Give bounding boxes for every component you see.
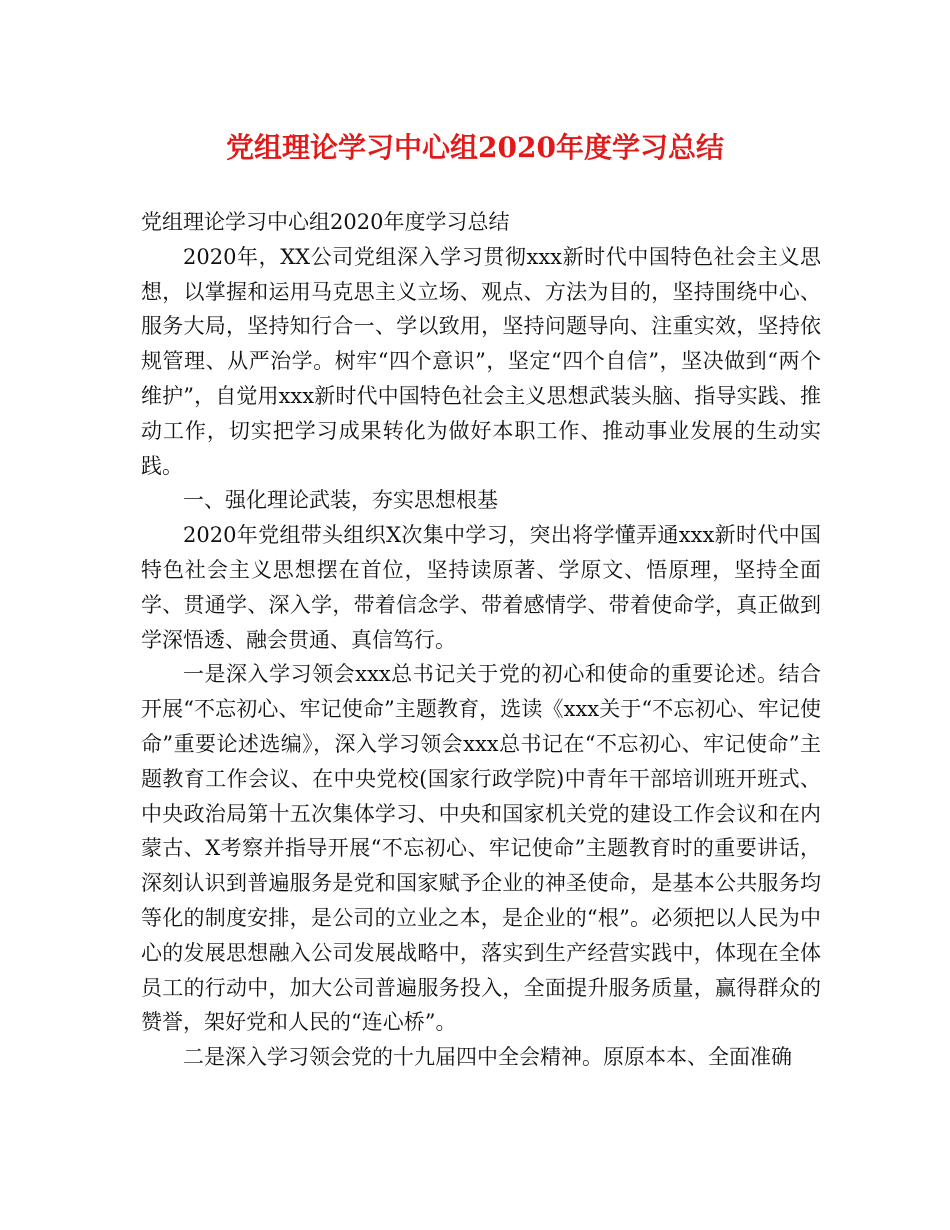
paragraph-point-one: 一是深入学习领会xxx总书记关于党的初心和使命的重要论述。结合开展“不忘初心、牢记使命”主题教育，选读《xxx关于“不忘初心、牢记使命”重要论述选编》，深入学习领会xxx总书记在“不忘初心、牢记使命”主题教育工作会议、在中央党校(国家行政学院)中青年干部培训班开班式、中央政治局第十五次集体学习、中央和国家机关党的建设工作会议和在内蒙古、X考察并指导开展“不忘初心、牢记使命”主题教育时的重要讲话，深刻认识到普遍服务是党和国家赋予企业的神圣使命，是基本公共服务均等化的制度安排，是公司的立业之本，是企业的“根”。必须把以人民为中心的发展思想融入公司发展战略中，落实到生产经营实践中，体现在全体员工的行动中，加大公司普遍服务投入，全面提升服务质量，赢得群众的赞誉，架好党和人民的“连心桥”。 [141, 662, 821, 1035]
paragraph-intro: 2020年，XX公司党组深入学习贯彻xxx新时代中国特色社会主义思想，以掌握和运用马克思主义立场、观点、方法为目的，坚持围绕中心、服务大局，坚持知行合一、学以致用，坚持问题导向、注重实效，坚持依规管理、从严治学。树牢“四个意识”，坚定“四个自信”，坚决做到“两个维护”，自觉用xxx新时代中国特色社会主义思想武装头脑、指导实践、推动工作，切实把学习成果转化为做好本职工作、推动事业发展的生动实践。 [141, 244, 821, 478]
paragraph-study-overview: 2020年党组带头组织X次集中学习，突出将学懂弄通xxx新时代中国特色社会主义思想摆在首位，坚持读原著、学原文、悟原理，坚持全面学、贯通学、深入学，带着信念学、带着感情学、带着使命学，真正做到学深悟透、融会贯通、真信笃行。 [141, 523, 821, 652]
paragraph-subtitle: 党组理论学习中心组2020年度学习总结 [141, 210, 510, 234]
document-body [141, 205, 821, 1075]
section-heading-1: 一、强化理论武装，夯实思想根基 [183, 488, 498, 513]
document-title: 党组理论学习中心组2020年度学习总结 [226, 131, 724, 164]
paragraph-point-two: 二是深入学习领会党的十九届四中全会精神。原原本本、全面准确 [183, 1045, 792, 1070]
